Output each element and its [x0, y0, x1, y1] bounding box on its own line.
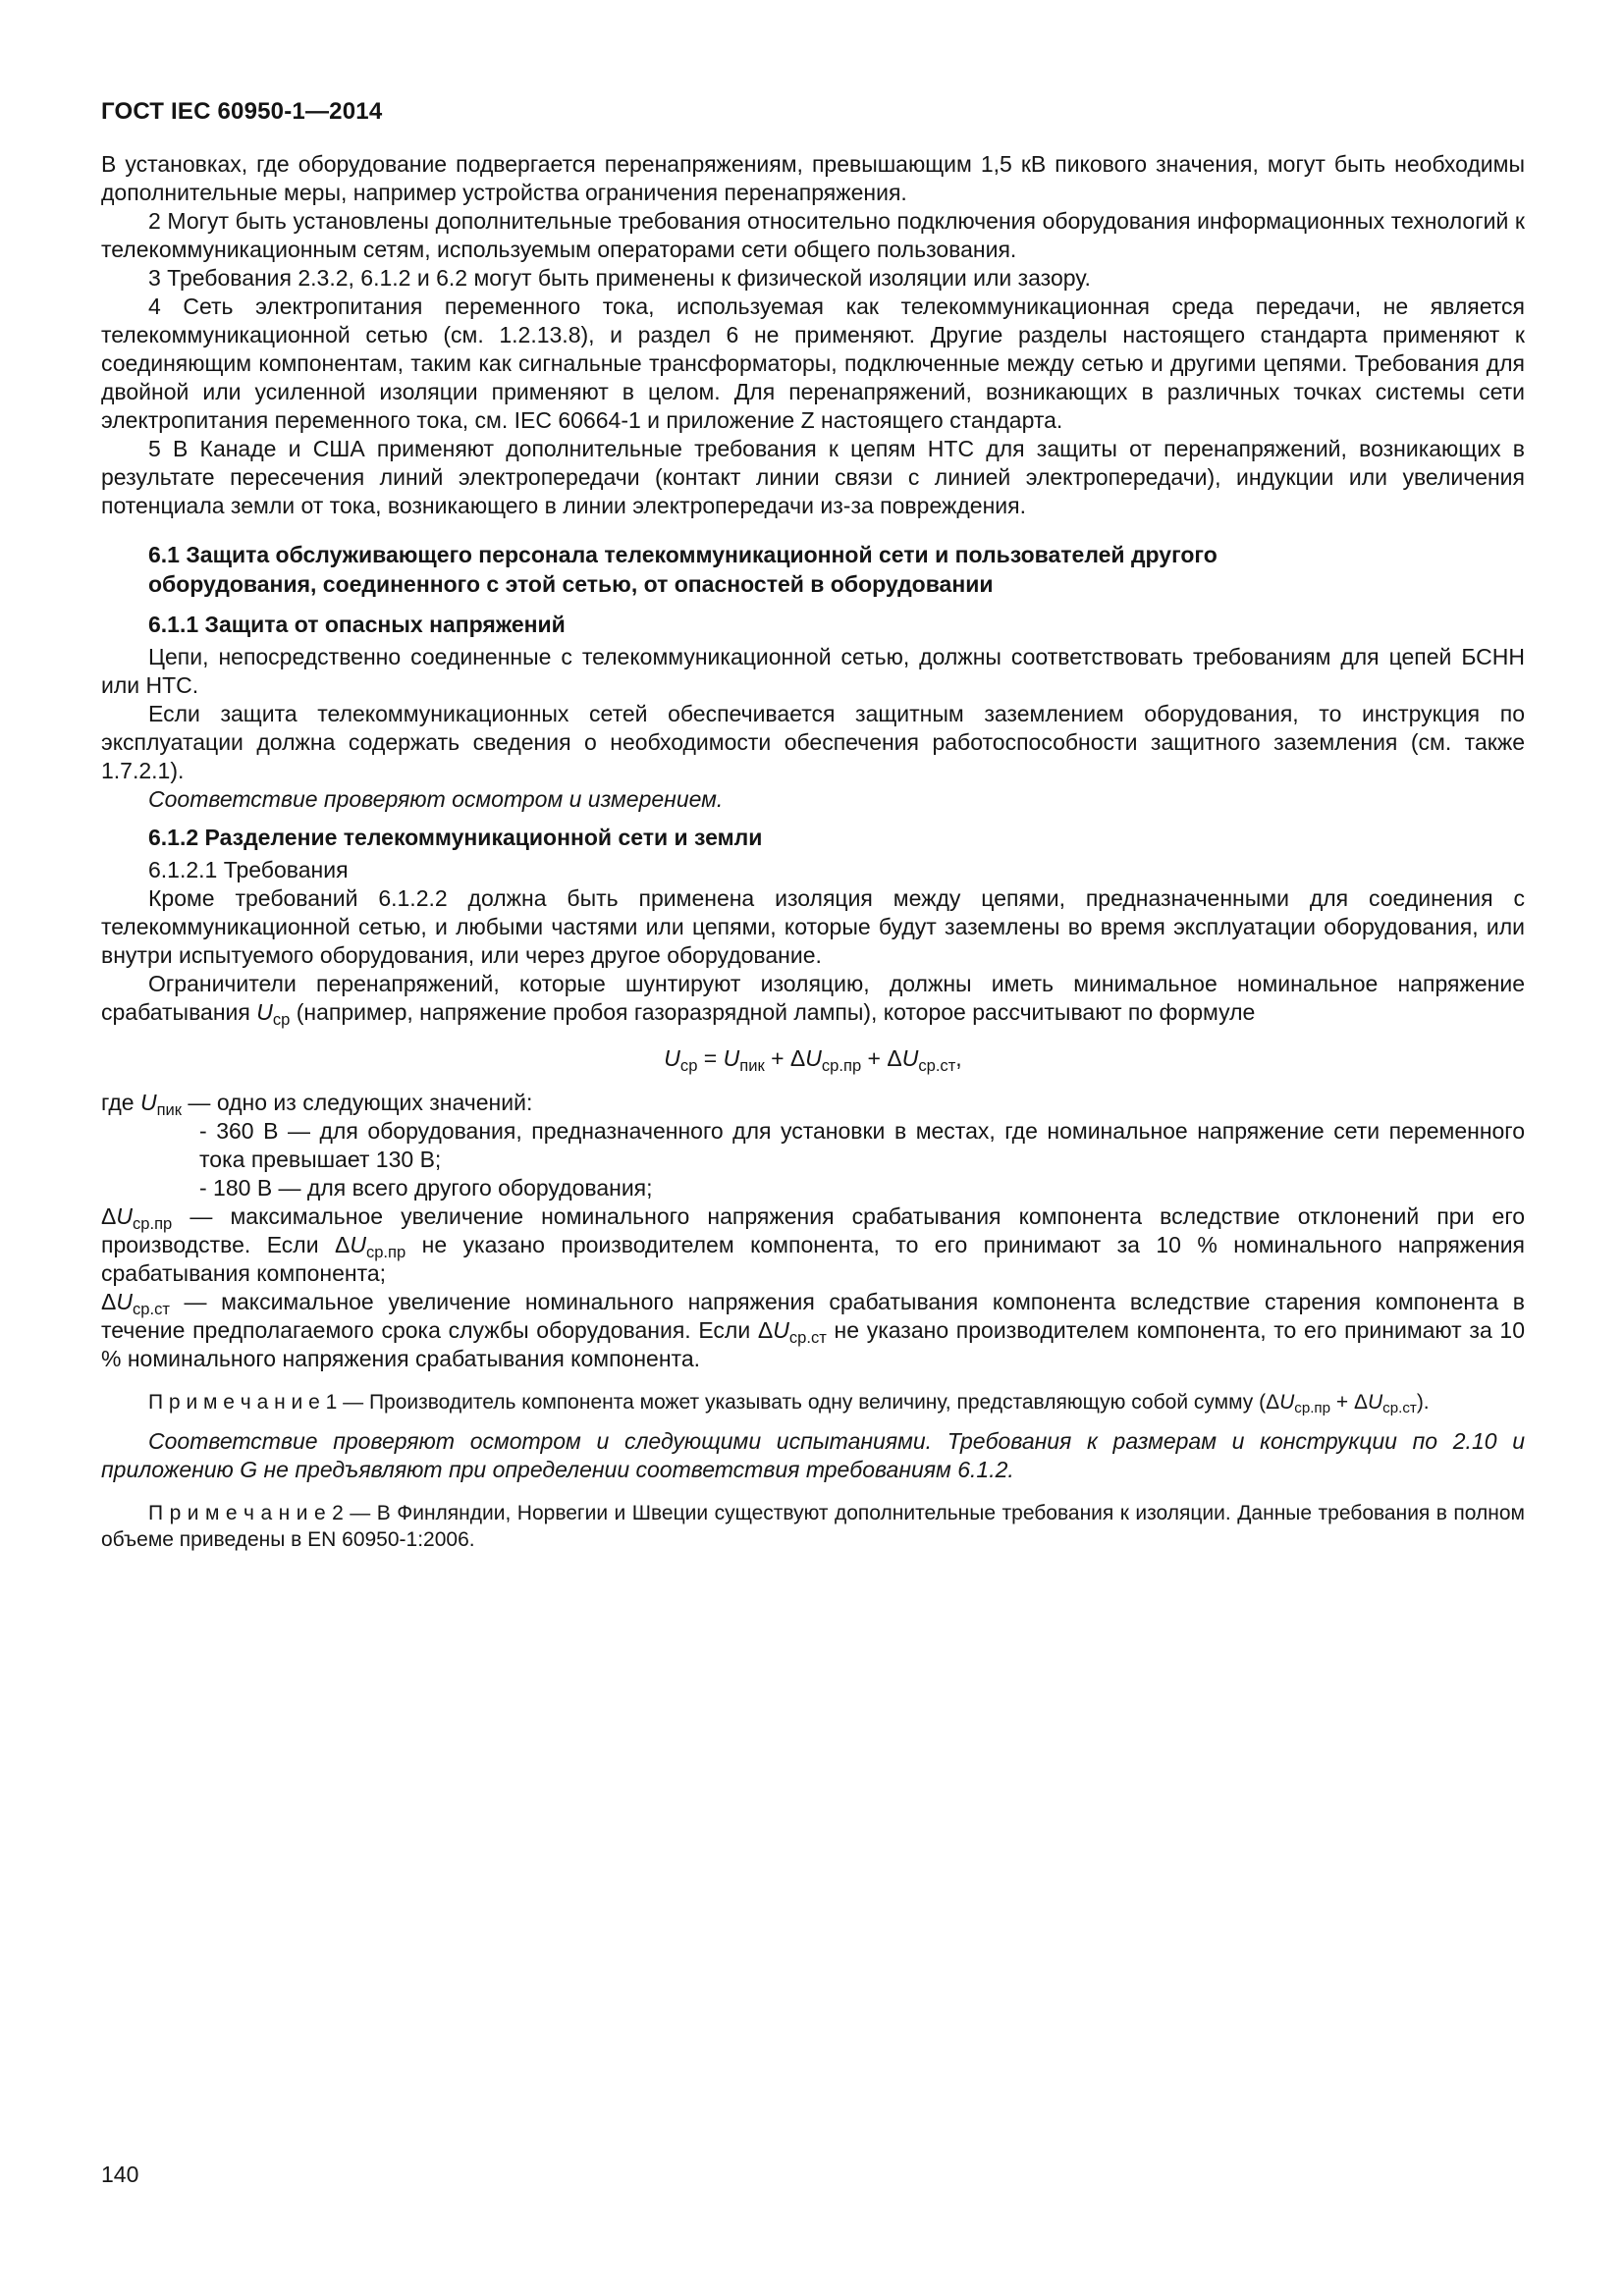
- paragraph: где $U_{пик}$ — одно из следующих значений:: [101, 1090, 533, 1119]
- paragraph: Цепи, непосредственно соединенные с телекоммуникационной сетью, должны соответствовать требованиям для цепей БСНН или НТС.: [101, 644, 1525, 698]
- paragraph: В установках, где оборудование подвергается перенапряжениям, превышающим 1,5 кВ пикового значения, могут быть необходимы дополнительные меры, например устройства ограничения перенапряжения.: [101, 151, 1525, 205]
- paragraph: Кроме требований 6.1.2.2 должна быть применена изоляция между цепями, предназначенными для соединения с телекоммуникационной сетью, и любыми частями или цепями, которые будут заземлены во время эксплуатации оборудования, или внутри испытуемого оборудования, или через другое оборудование.: [101, 885, 1525, 968]
- list-item: - 360 В — для оборудования, предназначенного для установки в местах, где номинальное напряжение сети переменного тока превышает 130 В;: [199, 1118, 1525, 1172]
- list-item: - 180 В — для всего другого оборудования;: [199, 1175, 653, 1201]
- compliance-paragraph: Соответствие проверяют осмотром и измерением.: [148, 786, 724, 812]
- formula: $U_{ср} = U_{пик} + \Delta U_{ср.пр} + \Delta U_{ср.ст}$,: [664, 1045, 962, 1075]
- paragraph: 3 Требования 2.3.2, 6.1.2 и 6.2 могут быть применены к физической изоляции или зазору.: [148, 265, 1091, 291]
- paragraph: $\Delta U_{ср.ст}$ — максимальное увеличение номинального напряжения срабатывания компонента вследствие старения компонента в течение предполагаемого срока службы оборудования. Если $\Delta U_{ср.ст}$ не указано производителем компонента, то его принимают за 10 % номинального напряжения срабатывания компонента.: [101, 1289, 1526, 1371]
- paragraph: $\Delta U_{ср.пр}$ — максимальное увеличение номинального напряжения срабатывания компонента вследствие отклонений при его производстве. Если $\Delta U_{ср.пр}$ не указано производителем компонента, то его принимают за 10 % номинального напряжения срабатывания компонента;: [101, 1203, 1525, 1286]
- paragraph: Если защита телекоммуникационных сетей обеспечивается защитным заземлением оборудования, то инструкция по эксплуатации должна содержать сведения о необходимости обеспечения работоспособности защитного заземления (см. также 1.7.2.1).: [101, 701, 1525, 783]
- page-header: ГОСТ IEC 60950-1—2014: [101, 98, 383, 125]
- compliance-paragraph: Соответствие проверяют осмотром и следующими испытаниями. Требования к размерам и конструкции по 2.10 и приложению G не предъявляют при определении соответствия требованиям 6.1.2.: [101, 1428, 1525, 1482]
- paragraph: 4 Сеть электропитания переменного тока, используемая как телекоммуникационная среда передачи, не является телекоммуникационной сетью (см. 1.2.13.8), и раздел 6 не применяют. Другие разделы настоящего стандарта применяют к соединяющим компонентам, таким как сигнальные трансформаторы, подключенные между сетью и другими цепями. Требования для двойной или усиленной изоляции применяют в целом. Для перенапряжений, возникающих в различных точках системы сети электропитания переменного тока, см. IEC 60664-1 и приложение Z настоящего стандарта.: [101, 294, 1525, 433]
- note-paragraph: П р и м е ч а н и е 2 — В Финляндии, Норвегии и Швеции существуют дополнительные требования к изоляции. Данные требования в полном объеме приведены в EN 60950-1:2006.: [101, 1502, 1525, 1551]
- paragraph: 6.1.2.1 Требования: [148, 857, 349, 882]
- page-number: 140: [101, 2162, 139, 2187]
- subsection-heading: 6.1.2 Разделение телекоммуникационной сети и земли: [148, 825, 763, 850]
- note-paragraph: П р и м е ч а н и е 1 — Производитель компонента может указывать одну величину, представляющую собой сумму $(\Delta U_{ср.пр} + \Delta U_{ср.ст})$.: [148, 1391, 1430, 1417]
- paragraph: Ограничители перенапряжений, которые шунтируют изоляцию, должны иметь минимальное номинальное напряжение срабатывания $U_{ср}$ (например, напряжение пробоя газоразрядной лампы), которое рассчитывают по формуле: [101, 971, 1525, 1029]
- paragraph: 2 Могут быть установлены дополнительные требования относительно подключения оборудования информационных технологий к телекоммуникационным сетям, используемым операторами сети общего пользования.: [101, 208, 1525, 262]
- subsection-heading: 6.1.1 Защита от опасных напряжений: [148, 612, 566, 637]
- paragraph: 5 В Канаде и США применяют дополнительные требования к цепям НТС для защиты от перенапряжений, возникающих в результате пересечения линий электропередачи (контакт линии связи с линией электропередачи), индукции или увеличения потенциала земли от тока, возникающего в линии электропередачи из-за повреждения.: [101, 436, 1525, 518]
- section-heading: 6.1 Защита обслуживающего персонала телекоммуникационной сети и пользователей другого оборудования, соединенного с этой сетью, от опасностей в оборудовании: [148, 542, 1218, 597]
- document-content: [101, 150, 1525, 1565]
